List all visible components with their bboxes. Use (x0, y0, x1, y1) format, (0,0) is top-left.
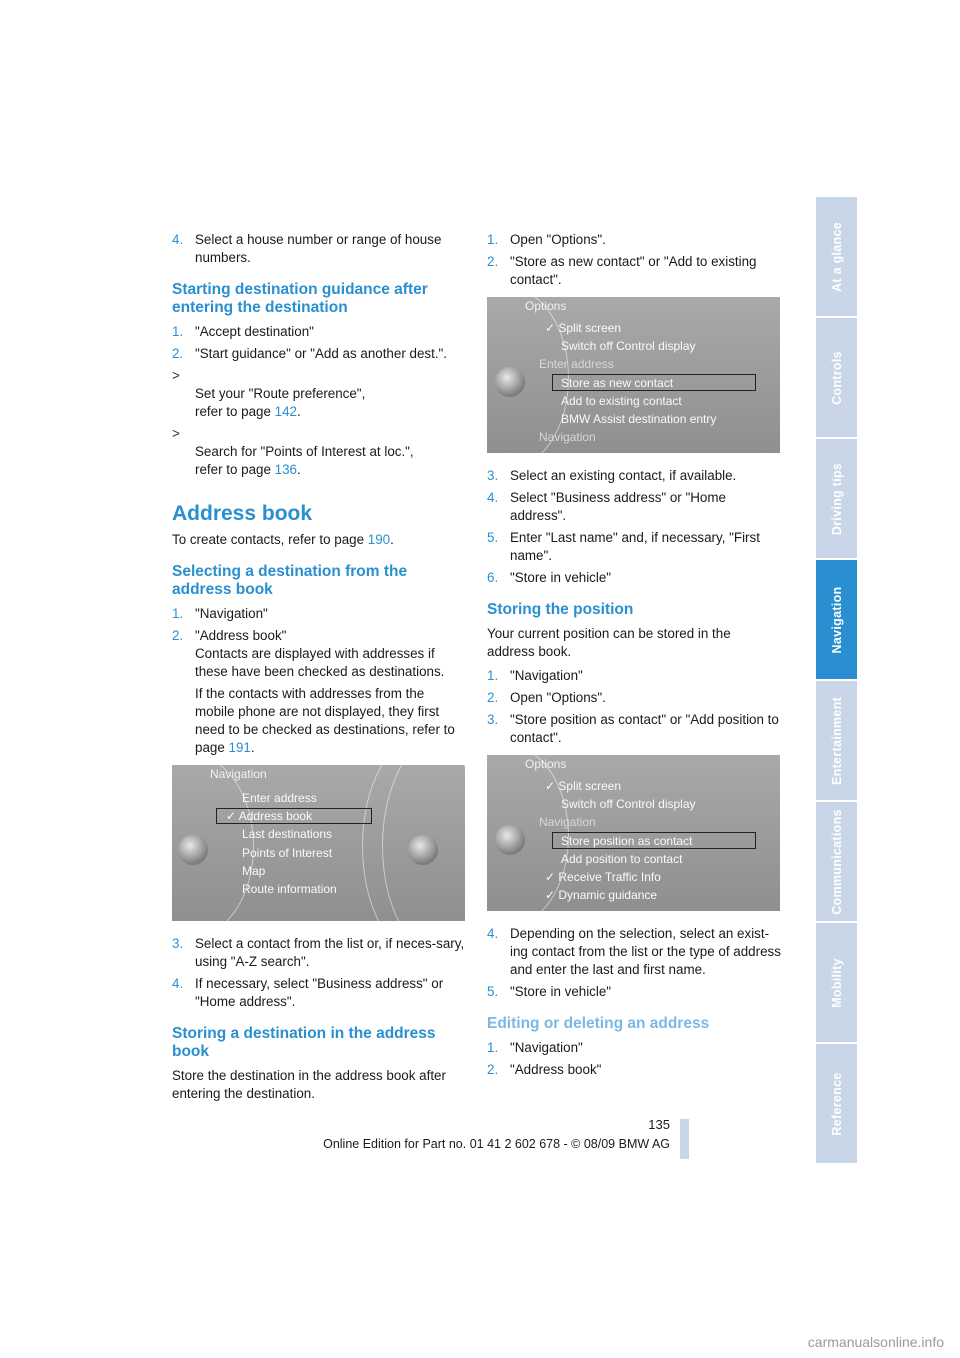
menu-item[interactable]: Map (242, 863, 266, 878)
page-link[interactable]: 190 (367, 532, 391, 547)
tab-reference[interactable]: Reference (816, 1044, 857, 1163)
list-item: 4. If necessary, select "Business address" or "Home address". (172, 976, 444, 1009)
bullet-item: > Search for "Points of Interest at loc.", refer to page 136. (172, 426, 414, 477)
paragraph: To create contacts, refer to page 190. (172, 532, 394, 547)
list-item: 5. "Store in vehicle" (487, 984, 612, 999)
list-item: 1. "Navigation" (487, 668, 583, 683)
controller-knob-icon (495, 367, 525, 397)
menu-item[interactable]: ✓ Receive Traffic Info (545, 869, 661, 884)
footer-text: Online Edition for Part no. 01 41 2 602 678 - © 08/09 BMW AG (323, 1137, 670, 1151)
tab-navigation[interactable]: Navigation (816, 560, 857, 679)
paragraph: Your current position can be stored in the address book. (487, 626, 731, 659)
menu-item[interactable]: Enter address (242, 791, 317, 805)
menu-list (226, 789, 465, 898)
section-heading-start-guidance: Starting destination guidance after entering the destination (172, 281, 428, 316)
tab-mobility[interactable]: Mobility (816, 923, 857, 1042)
list-item: 4. Select "Business address" or "Home address". (487, 490, 726, 523)
screen-title: Options (525, 299, 567, 313)
page-number: 135 (648, 1117, 670, 1132)
list-item: 2. "Address book" Contacts are displayed with addresses if these have been checked as destinations. If the contacts with addresses from the mobile phone are not displayed, they first need to be checked as destinations, refer to page 191. (172, 628, 455, 755)
right-column (487, 231, 782, 1083)
controller-knob-icon (178, 835, 208, 865)
footer-bar (680, 1119, 689, 1159)
menu-item[interactable]: Enter address (539, 357, 614, 372)
screen-title: Navigation (210, 767, 267, 781)
menu-item[interactable]: Store position as contact (561, 833, 693, 848)
idrive-screen-options (487, 297, 780, 453)
section-heading-storing-destination: Storing a destination in the address book (172, 1025, 436, 1060)
tab-entertainment[interactable]: Entertainment (816, 681, 857, 800)
menu-item[interactable]: Store as new contact (561, 375, 674, 390)
menu-item[interactable]: ✓ Split screen (545, 779, 622, 793)
list-item: 2. "Address book" (487, 1062, 602, 1077)
controller-knob-icon (495, 825, 525, 855)
menu-item[interactable]: Route information (242, 881, 337, 896)
menu-item[interactable]: Add to existing contact (561, 393, 682, 408)
bullet-item: > Set your "Route preference", refer to page 142. (172, 368, 366, 419)
list-item: 3. Select an existing contact, if available. (487, 468, 737, 483)
menu-item[interactable]: Switch off Control display (561, 339, 696, 354)
list-item: 1. "Navigation" (172, 606, 268, 621)
list-item: 3. Select a contact from the list or, if neces-sary, using "A-Z search". (172, 936, 465, 969)
section-title-address-book: Address book (172, 502, 313, 525)
page-link[interactable]: 191 (228, 740, 251, 755)
menu-item[interactable]: Add position to contact (561, 851, 683, 866)
list-item: 1. "Accept destination" (172, 324, 314, 339)
list-item: 1. "Navigation" (487, 1040, 583, 1055)
selection-highlight (216, 808, 372, 824)
list-item: 3. "Store position as contact" or "Add position to contact". (487, 712, 779, 745)
section-heading-storing-position: Storing the position (487, 601, 634, 618)
section-heading-edit-address: Editing or deleting an address (487, 1015, 710, 1032)
list-item: 1. Open "Options". (487, 232, 606, 247)
tab-communications[interactable]: Communications (816, 802, 857, 921)
list-item: 2. "Store as new contact" or "Add to existing contact". (487, 254, 757, 287)
selection-highlight (552, 374, 756, 391)
tab-driving-tips[interactable]: Driving tips (816, 439, 857, 558)
watermark: carmanualsonline.info (807, 1334, 944, 1350)
tab-controls[interactable]: Controls (816, 318, 857, 437)
menu-item[interactable]: Points of Interest (242, 845, 333, 860)
idrive-screen-options-position (487, 755, 780, 911)
list-item: 2. Open "Options". (487, 690, 606, 705)
section-heading-select-destination: Selecting a destination from the address book (172, 563, 408, 598)
paragraph: Store the destination in the address book after entering the destination. (172, 1068, 446, 1101)
menu-item[interactable]: Last destinations (242, 827, 333, 842)
list-item: 5. Enter "Last name" and, if necessary, "First name". (487, 530, 760, 563)
idrive-screen-navigation (172, 765, 465, 921)
menu-item[interactable]: ✓ Address book (226, 809, 313, 824)
menu-item[interactable]: Navigation (539, 815, 596, 830)
screen-title: Options (525, 757, 567, 771)
menu-item[interactable]: Switch off Control display (561, 797, 696, 812)
selection-highlight (552, 832, 756, 849)
tab-at-a-glance[interactable]: At a glance (816, 197, 857, 316)
list-item: 2. "Start guidance" or "Add as another dest.". (172, 346, 448, 361)
menu-item[interactable]: BMW Assist destination entry (561, 411, 717, 426)
menu-item[interactable]: Navigation (539, 430, 596, 445)
left-column (172, 231, 467, 1109)
menu-item[interactable]: ✓ Dynamic guidance (545, 888, 658, 903)
page-link[interactable]: 142 (274, 404, 297, 419)
menu-item[interactable]: ✓ Split screen (545, 321, 622, 335)
chapter-tabs (816, 197, 857, 1165)
list-item: 4. Select a house number or range of house numbers. (172, 232, 442, 265)
page-link[interactable]: 136 (274, 462, 297, 477)
list-item: 6. "Store in vehicle" (487, 570, 612, 585)
list-item: 4. Depending on the selection, select an exist-ing contact from the list or the type of address and enter the last and first name. (487, 926, 781, 977)
